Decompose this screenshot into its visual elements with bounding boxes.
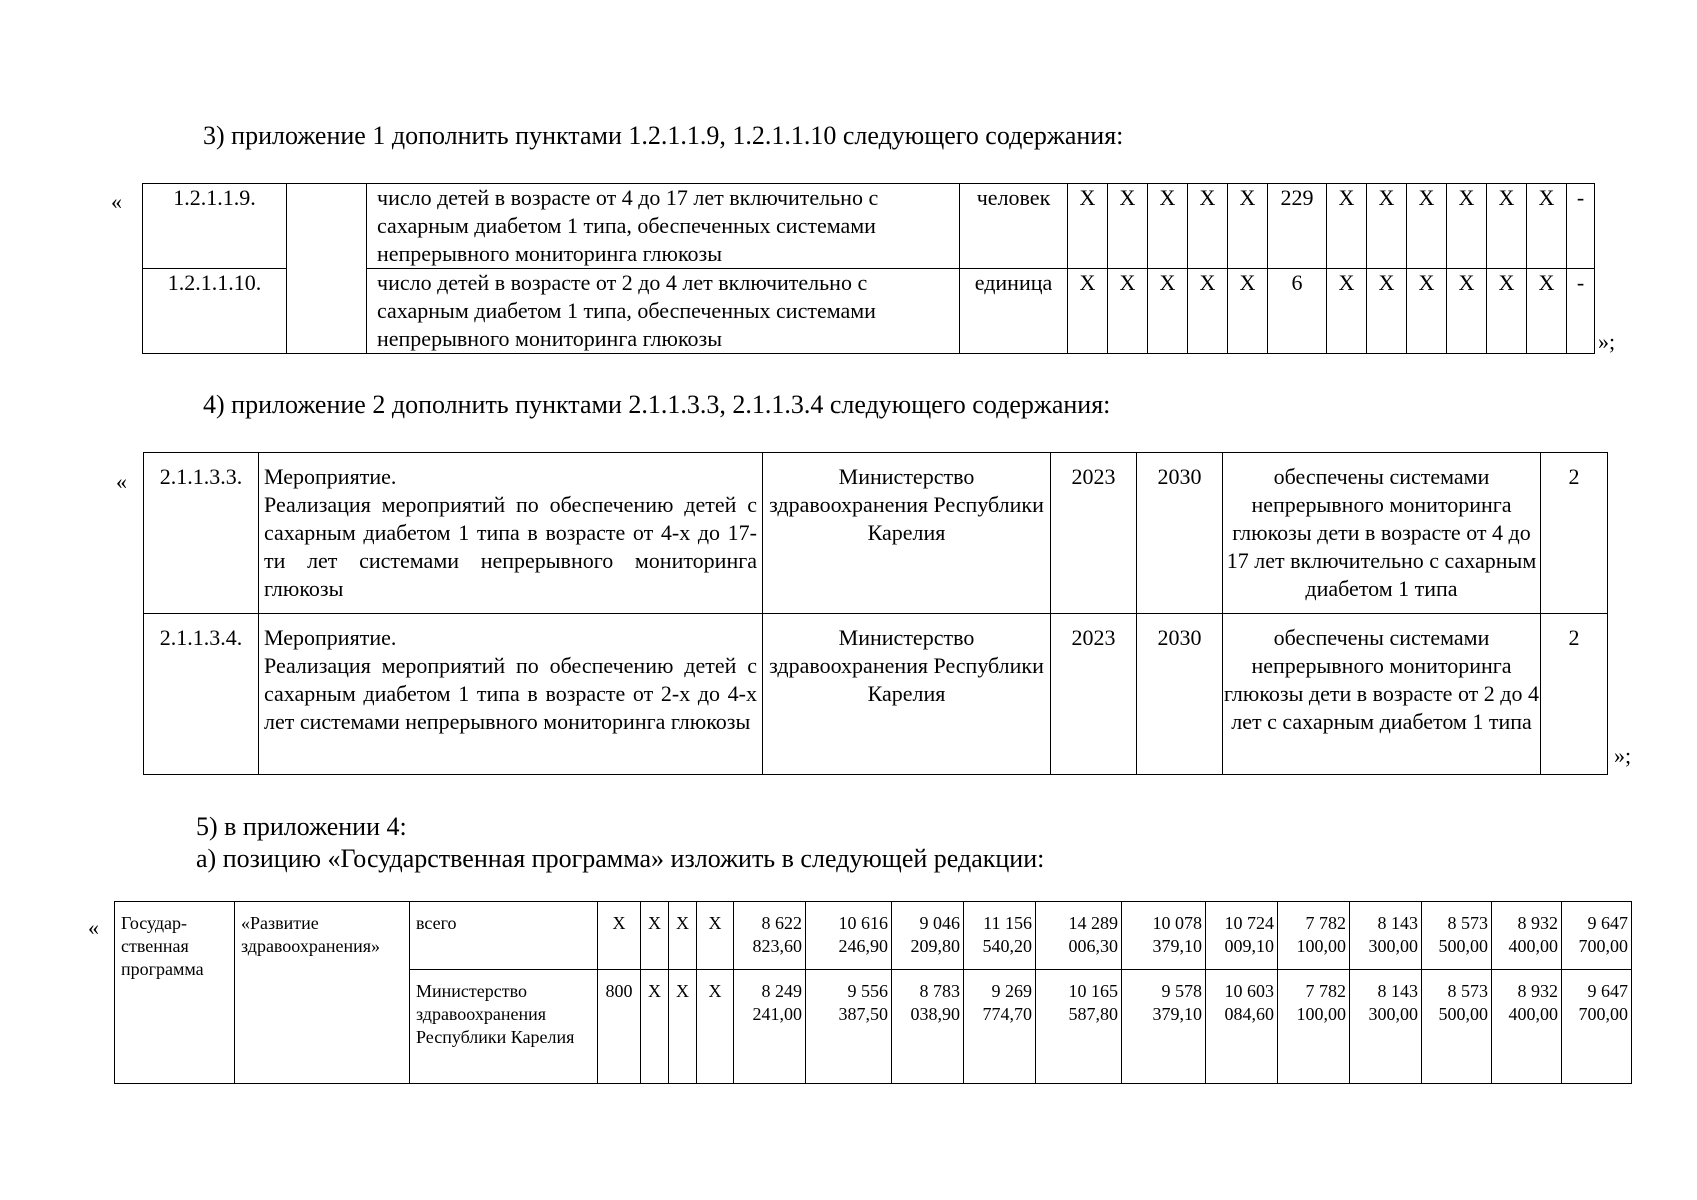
amount-cell: 7 782 100,00 [1278,902,1350,970]
code-cell: X [697,902,734,970]
value-cell: X [1068,184,1108,269]
value-cell: X [1487,269,1527,354]
value-cell: X [1447,184,1487,269]
table-row [143,184,1595,269]
amount-cell: 8 932 400,00 [1492,902,1562,970]
value-cell: 6 [1268,269,1327,354]
amount-cell: 9 046 209,80 [892,902,964,970]
row-number: 2.1.1.3.4. [144,614,259,775]
end-year: 2030 [1137,614,1223,775]
amount-cell: 8 249 241,00 [734,970,806,1084]
unit-cell: человек [960,184,1068,269]
value-cell: X [1447,269,1487,354]
value-cell: X [1068,269,1108,354]
code-cell: 800 [598,970,641,1084]
close-quote-2: »; [1614,743,1632,768]
value-cell: - [1567,184,1595,269]
value-cell: X [1407,184,1447,269]
value-cell: X [1108,269,1148,354]
amount-cell: 10 724 009,10 [1206,902,1278,970]
event-text: Реализация мероприятий по обеспечению детей с сахарным диабетом 1 типа в возрасте от 2-х до 4-х лет системами непрерывного мониторинга глюкозы [264,653,757,734]
row-number: 1.2.1.1.10. [143,269,287,354]
amount-cell: 8 622 823,60 [734,902,806,970]
value-cell: X [1228,269,1268,354]
value-cell: X [1188,184,1228,269]
unit-cell: единица [960,269,1068,354]
table-row [115,902,1632,970]
close-quote-1: »; [1598,329,1616,354]
amount-cell: 14 289 006,30 [1036,902,1122,970]
value-cell: X [1148,269,1188,354]
code-cell: X [697,970,734,1084]
amount-cell: 9 269 774,70 [964,970,1036,1084]
table-appendix-4 [114,901,1632,1084]
status-cell: Государ-ственная программа [115,902,235,1084]
result-cell: обеспечены системами непрерывного мониторинга глюкозы дети в возрасте от 4 до 17 лет включительно с сахарным диабетом 1 типа [1223,453,1541,614]
indicator-text: число детей в возрасте от 2 до 4 лет включительно с сахарным диабетом 1 типа, обеспеченных системами непрерывного мониторинга глюкозы [367,269,960,354]
empty-cell [287,184,367,354]
table-row [144,614,1608,775]
reference-cell: 2 [1541,453,1608,614]
amount-cell: 8 932 400,00 [1492,970,1562,1084]
value-cell: X [1108,184,1148,269]
amount-cell: 11 156 540,20 [964,902,1036,970]
program-name-cell: «Развитие здравоохранения» [235,902,410,1084]
open-quote-3: « [88,915,99,940]
paragraph-5a: а) позицию «Государственная программа» изложить в следующей редакции: [196,844,1045,873]
table-appendix-2 [143,452,1608,775]
paragraph-3: 3) приложение 1 дополнить пунктами 1.2.1.1.9, 1.2.1.1.10 следующего содержания: [203,121,1124,150]
value-cell: X [1527,184,1567,269]
value-cell: X [1367,269,1407,354]
paragraph-5: 5) в приложении 4: [196,812,407,841]
table-row [144,453,1608,614]
open-quote-2: « [116,469,127,494]
reference-cell: 2 [1541,614,1608,775]
amount-cell: 7 782 100,00 [1278,970,1350,1084]
code-cell: X [641,902,669,970]
row-label: Министерство здравоохранения Республики Карелия [410,970,598,1084]
value-cell: - [1567,269,1595,354]
code-cell: X [669,902,697,970]
amount-cell: 9 556 387,50 [806,970,892,1084]
value-cell: X [1228,184,1268,269]
amount-cell: 10 603 084,60 [1206,970,1278,1084]
value-cell: X [1367,184,1407,269]
start-year: 2023 [1051,614,1137,775]
event-description [259,614,763,775]
event-title: Мероприятие. [264,464,397,489]
row-label: всего [410,902,598,970]
value-cell: X [1487,184,1527,269]
event-description [259,453,763,614]
amount-cell: 9 647 700,00 [1562,902,1632,970]
value-cell: X [1327,184,1367,269]
executor-cell: Министерство здравоохранения Республики Карелия [763,614,1051,775]
row-number: 2.1.1.3.3. [144,453,259,614]
result-cell: обеспечены системами непрерывного мониторинга глюкозы дети в возрасте от 2 до 4 лет с сахарным диабетом 1 типа [1223,614,1541,775]
value-cell: 229 [1268,184,1327,269]
amount-cell: 9 647 700,00 [1562,970,1632,1084]
amount-cell: 10 078 379,10 [1122,902,1206,970]
indicator-text: число детей в возрасте от 4 до 17 лет включительно с сахарным диабетом 1 типа, обеспеченных системами непрерывного мониторинга глюкозы [367,184,960,269]
value-cell: X [1188,269,1228,354]
value-cell: X [1407,269,1447,354]
code-cell: X [669,970,697,1084]
paragraph-4: 4) приложение 2 дополнить пунктами 2.1.1.3.3, 2.1.1.3.4 следующего содержания: [203,390,1111,419]
amount-cell: 10 616 246,90 [806,902,892,970]
event-title: Мероприятие. [264,625,397,650]
amount-cell: 8 143 300,00 [1350,902,1422,970]
amount-cell: 10 165 587,80 [1036,970,1122,1084]
row-number: 1.2.1.1.9. [143,184,287,269]
code-cell: X [641,970,669,1084]
start-year: 2023 [1051,453,1137,614]
executor-cell: Министерство здравоохранения Республики Карелия [763,453,1051,614]
value-cell: X [1148,184,1188,269]
code-cell: X [598,902,641,970]
value-cell: X [1327,269,1367,354]
value-cell: X [1527,269,1567,354]
amount-cell: 8 573 500,00 [1422,902,1492,970]
event-text: Реализация мероприятий по обеспечению детей с сахарным диабетом 1 типа в возрасте от 4-х до 17-ти лет системами непрерывного мониторинга глюкозы [264,492,757,601]
open-quote-1: « [111,189,122,214]
table-appendix-1 [142,183,1595,354]
end-year: 2030 [1137,453,1223,614]
amount-cell: 9 578 379,10 [1122,970,1206,1084]
amount-cell: 8 143 300,00 [1350,970,1422,1084]
amount-cell: 8 783 038,90 [892,970,964,1084]
amount-cell: 8 573 500,00 [1422,970,1492,1084]
